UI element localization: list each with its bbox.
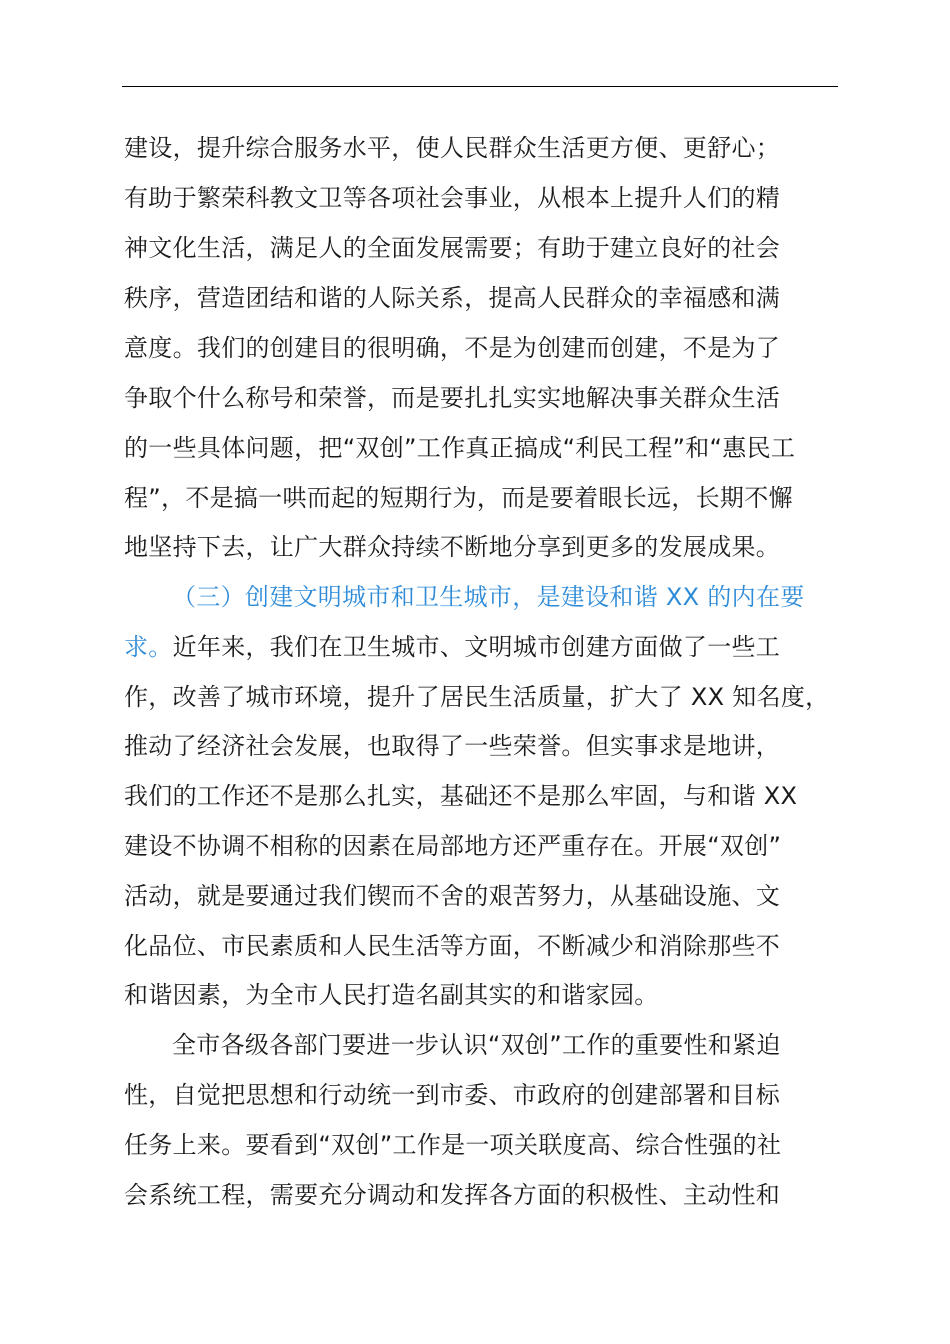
body-line-7: 的一些具体问题，把“双创”工作真正搞成“利民工程”和“惠民工: [124, 434, 796, 462]
final-paragraph-line-3: 任务上来。要看到“双创”工作是一项关联度高、综合性强的社: [124, 1131, 782, 1159]
body-line-2: 有助于繁荣科教文卫等各项社会事业，从根本上提升人们的精: [124, 184, 781, 212]
section-heading: （三）创建文明城市和卫生城市，是建设和谐 XX 的内在要: [172, 583, 805, 611]
final-paragraph-line-4: 会系统工程，需要充分调动和发挥各方面的积极性、主动性和: [124, 1181, 781, 1209]
section-heading-end: 求。: [124, 633, 173, 661]
body-line-4: 秩序，营造团结和谐的人际关系，提高人民群众的幸福感和满: [124, 284, 781, 312]
body-line-1: 建设，提升综合服务水平，使人民群众生活更方便、更舒心；: [124, 134, 781, 162]
section-line-3: 我们的工作还不是那么扎实，基础还不是那么牢固，与和谐 XX: [124, 782, 798, 810]
section-line-5: 活动，就是要通过我们锲而不舍的艰苦努力，从基础设施、文: [124, 882, 781, 910]
body-line-9: 地坚持下去，让广大群众持续不断地分享到更多的发展成果。: [124, 533, 781, 561]
header-rule: [122, 86, 838, 87]
final-paragraph-line-1: 全市各级各部门要进一步认识“双创”工作的重要性和紧迫: [172, 1031, 781, 1059]
final-paragraph-line-2: 性，自觉把思想和行动统一到市委、市政府的创建部署和目标: [124, 1081, 781, 1109]
body-line-3: 神文化生活，满足人的全面发展需要；有助于建立良好的社会: [124, 234, 781, 262]
section-line-7: 和谐因素，为全市人民打造名副其实的和谐家园。: [124, 981, 659, 1009]
section-heading-continued: [124, 632, 780, 662]
body-line-6: 争取个什么称号和荣誉，而是要扎扎实实地解决事关群众生活: [124, 384, 781, 412]
section-line-1: 作，改善了城市环境，提升了居民生活质量，扩大了 XX 知名度，: [124, 683, 830, 711]
section-line-2: 推动了经济社会发展，也取得了一些荣誉。但实事求是地讲，: [124, 732, 781, 760]
body-line-5: 意度。我们的创建目的很明确，不是为创建而创建，不是为了: [124, 334, 781, 362]
section-line-4: 建设不协调不相称的因素在局部地方还严重存在。开展“双创”: [124, 832, 782, 860]
section-line-6: 化品位、市民素质和人民生活等方面，不断减少和消除那些不: [124, 932, 781, 960]
body-line-8: 程”，不是搞一哄而起的短期行为，而是要着眼长远，长期不懈: [124, 484, 793, 512]
section-body-start: 近年来，我们在卫生城市、文明城市创建方面做了一些工: [172, 633, 781, 661]
